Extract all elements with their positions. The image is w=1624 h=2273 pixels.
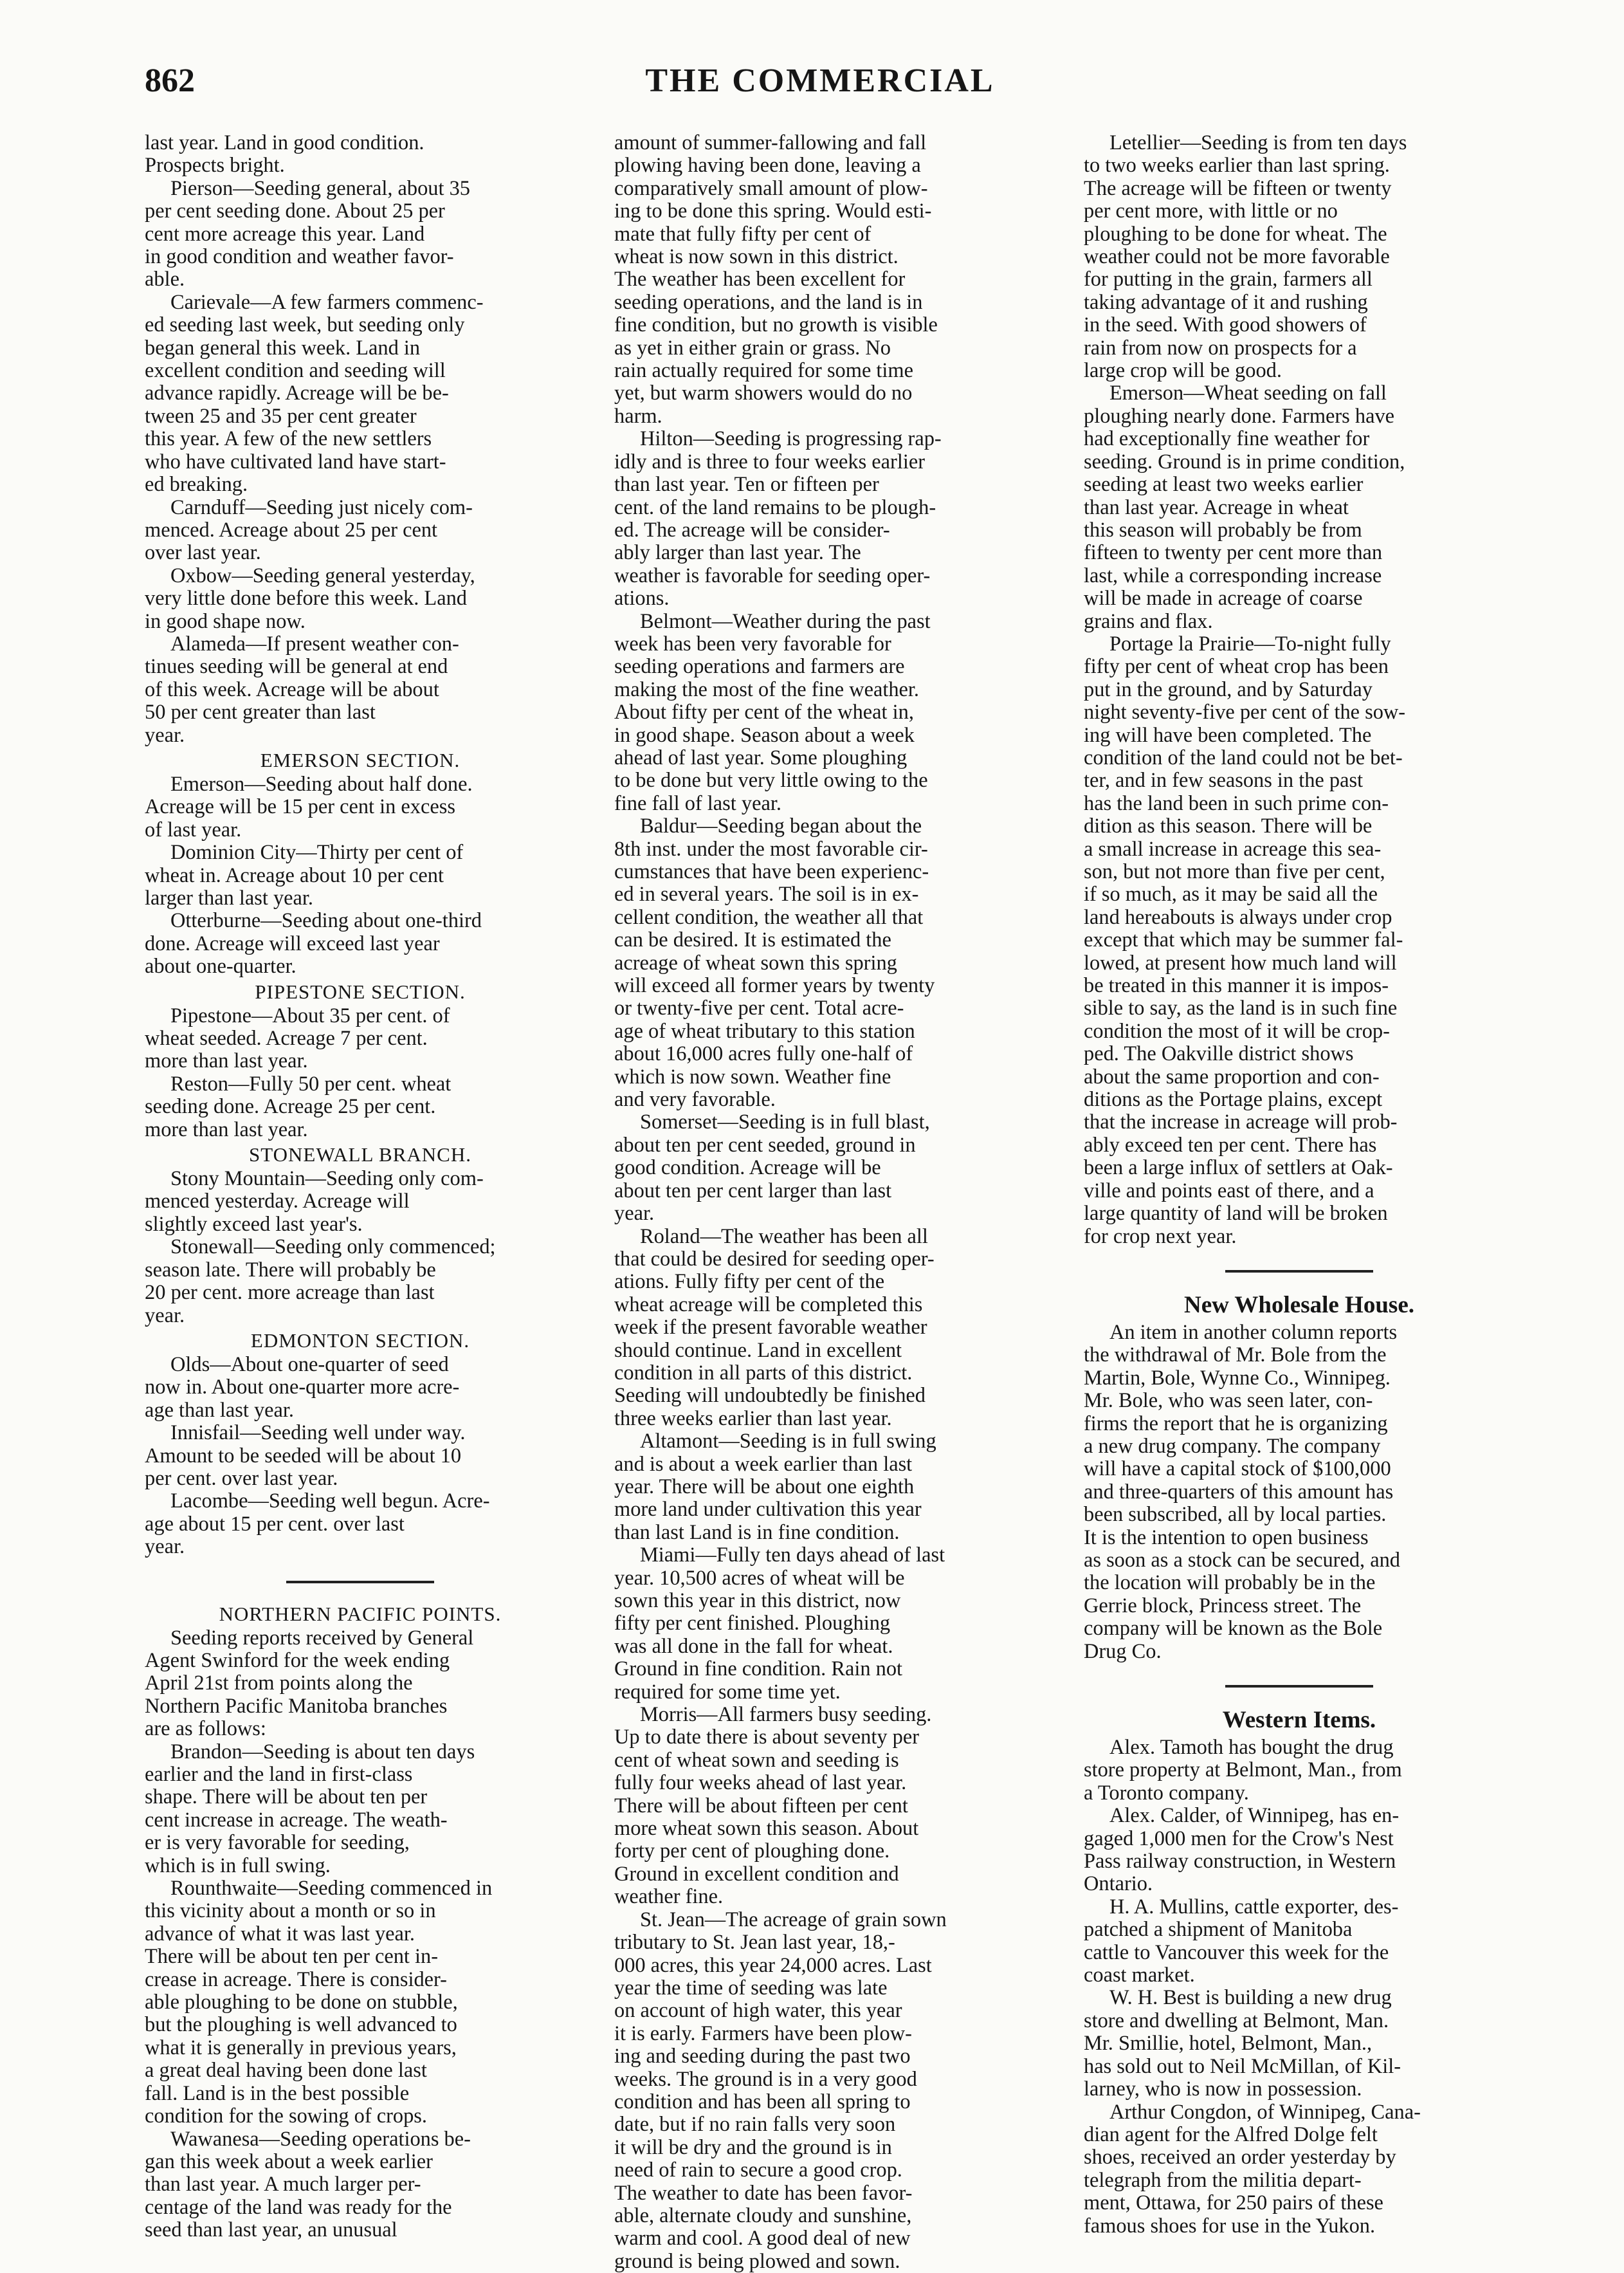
paragraph: An item in another column reports the withdrawal of Mr. Bole from the Martin, Bole, Wynne Co., Winnipeg. Mr. Bole, who was seen later, con- firms the report that he is organizing a new drug company. The company will have a capital stock of $100,000 and three-quarters of this amount has been subscribed, all by local parties. It is the intention to open business as soon as a stock can be secured, and the location will probably be in the Gerrie block, Princess street. The company will be known as the Bole Drug Co.	[1084, 1320, 1400, 1663]
paragraph: Portage la Prairie—To-night fully fifty per cent of wheat crop has been put in the ground, and by Saturday night seventy-five per cent of the sow- ing will have been completed. The condition of the land could not be bet- ter, and in few seasons in the past has the land been in such prime con- dition as this season. There will be a small increase in acreage this sea- son, but not more than five per cent, if so much, as it may be said all the land hereabouts is always under crop except that which may be summer fal- lowed, at present how much land will be treated in this manner it is impos- sible to say, as the land is in such fine condition the most of it will be crop- ped. The Oakville district shows about the same proportion and con- ditions as the Portage plains, except that the increase in acreage will prob- ably exceed ten per cent. There has been a large influx of settlers at Oak- ville and points east of there, and a large quantity of land will be broken for crop next year.	[1084, 632, 1406, 1248]
paragraph: Roland—The weather has been all that could be desired for seeding oper- ations. Fully fifty per cent of the wheat acreage will be completed this week if the present favorable weather should continue. Land in excellent condition in all parts of this district. Seeding will undoubtedly be finished three weeks earlier than last year.	[614, 1224, 935, 1430]
paragraph: St. Jean—The acreage of grain sown tributary to St. Jean last year, 18,- 000 acres, this year 24,000 acres. Last year the time of seeding was late on account of high water, this year it is early. Farmers have been plow- ing and seeding during the past two weeks. The ground is in a very good condition and has been all spring to date, but if no rain falls very soon it will be dry and the ground is in need of rain to secure a good crop. The weather to date has been favor- able, alternate cloudy and sunshine, warm and cool. A good deal of new ground is being plowed and sown.	[614, 1908, 947, 2273]
paragraph: Dominion City—Thirty per cent of wheat in. Acreage about 10 per cent larger than last year.	[145, 841, 464, 910]
column-3	[1084, 132, 1515, 2238]
paragraph: Wawanesa—Seeding operations be- gan this week about a week earlier than last year. A much larger per- centage of the land was ready for the seed than last year, an unusual	[145, 2127, 471, 2242]
paragraph: Baldur—Seeding began about the 8th inst. under the most favorable cir- cumstances that have been experienc- ed in several years. The soil is in ex- cellent condition, the weather all that can be desired. It is estimated the acreage of wheat sown this spring will exceed all former years by twenty or twenty-five per cent. Total acre- age of wheat tributary to this station about 16,000 acres fully one-half of which is now sown. Weather fine and very favorable.	[614, 814, 935, 1112]
paragraph: Olds—About one-quarter of seed now in. About one-quarter more acre- age than last year.	[145, 1352, 460, 1422]
column-1	[145, 132, 576, 2242]
journal-title: THE COMMERCIAL	[645, 62, 995, 99]
paragraph: Somerset—Seeding is in full blast, about ten per cent seeded, ground in good condition. Acreage will be about ten per cent larger than last year.	[614, 1110, 930, 1226]
paragraph: Emerson—Seeding about half done. Acreage will be 15 per cent in excess of last year.	[145, 772, 473, 842]
paragraph: Morris—All farmers busy seeding. Up to date there is about seventy per cent of wheat sown and seeding is fully four weeks ahead of last year. There will be about fifteen per cent more wheat sown this season. About forty per cent of ploughing done. Ground in excellent condition and weather fine.	[614, 1703, 932, 1909]
paragraph: W. H. Best is building a new drug store and dwelling at Belmont, Man. Mr. Smillie, hotel, Belmont, Man., has sold out to Neil McMillan, of Kil- larney, who is now in possession.	[1084, 1986, 1401, 2101]
column-2	[614, 132, 1045, 2273]
section-divider	[1225, 1270, 1373, 1273]
paragraph: Altamont—Seeding is in full swing and is about a week earlier than last year. There will be about one eighth more land under cultivation this year than last Land is in fine condition.	[614, 1430, 936, 1544]
paragraph: Stonewall—Seeding only commenced; season late. There will probably be 20 per cent. more acreage than last year.	[145, 1235, 496, 1327]
section-heading-pipestone: PIPESTONE SECTION.	[255, 980, 466, 1003]
headline-new-wholesale-house: New Wholesale House.	[1183, 1291, 1414, 1318]
paragraph: Innisfail—Seeding well under way. Amount to be seeded will be about 10 per cent. over last year.	[145, 1421, 466, 1490]
paragraph: Lacombe—Seeding well begun. Acre- age about 15 per cent. over last year.	[145, 1489, 490, 1559]
paragraph: Oxbow—Seeding general yesterday, very little done before this week. Land in good shape now.	[145, 564, 475, 633]
paragraph: Alameda—If present weather con- tinues seeding will be general at end of this week. Acreage will be about 50 per cent greater than last year.	[145, 632, 459, 747]
paragraph: Reston—Fully 50 per cent. wheat seeding done. Acreage 25 per cent. more than last year.	[145, 1072, 452, 1141]
page-number: 862	[145, 62, 195, 99]
paragraph: Alex. Calder, of Winnipeg, has en- gaged 1,000 men for the Crow's Nest Pass railway construction, in Western Ontario.	[1084, 1804, 1400, 1896]
paragraph: Carievale—A few farmers commenc- ed seeding last week, but seeding only began general this week. Land in excellent condition and seeding will advance rapidly. Acreage will be be- tween 25 and 35 per cent greater this year. A few of the new settlers who have cultivated land have start- ed breaking.	[145, 290, 484, 497]
paragraph: H. A. Mullins, cattle exporter, des- patched a shipment of Manitoba cattle to Vancouver this week for the coast market.	[1084, 1895, 1399, 1987]
paragraph: Rounthwaite—Seeding commenced in this vicinity about a month or so in advance of what it was last year. There will be about ten per cent in- crease in acreage. There is consider- able ploughing to be done on stubble, but the ploughing is well advanced to what it is generally in previous years, a great deal having been done last fall. Land is in the best possible condition for the sowing of crops.	[145, 1877, 493, 2128]
paragraph: Seeding reports received by General Agent Swinford for the week ending April 21st from points along the Northern Pacific Manitoba branches are as follows:	[145, 1626, 474, 1741]
section-divider	[1225, 1685, 1373, 1688]
paragraph: Pipestone—About 35 per cent. of wheat seeded. Acreage 7 per cent. more than last year.	[145, 1004, 450, 1073]
paragraph: Pierson—Seeding general, about 35 per cent seeding done. About 25 per cent more acreage this year. Land in good condition and weather favor- able.	[145, 176, 470, 291]
paragraph: Belmont—Weather during the past week has been very favorable for seeding operations and farmers are making the most of the fine weather. About fifty per cent of the wheat in, in good shape. Season about a week ahead of last year. Some ploughing to be done but very little owing to the fine fall of last year.	[614, 609, 931, 815]
page-header	[145, 62, 1495, 113]
paragraph: Hilton—Seeding is progressing rap- idly and is three to four weeks earlier than last year. Ten or fifteen per cent. of the land remains to be plough- ed. The acreage will be consider- ably larger than last year. The weather is favorable for seeding oper- ations.	[614, 427, 942, 611]
paragraph: Alex. Tamoth has bought the drug store property at Belmont, Man., from a Toronto company.	[1084, 1736, 1402, 1805]
section-heading-edmonton: EDMONTON SECTION.	[250, 1329, 470, 1352]
paragraph: Letellier—Seeding is from ten days to two weeks earlier than last spring. The acreage will be fifteen or twenty per cent more, with little or no ploughing to be done for wheat. The weather could not be more favorable for putting in the grain, farmers all taking advantage of it and rushing in the seed. With good showers of rain from now on prospects for a large crop will be good.	[1084, 131, 1407, 383]
section-heading-stonewall: STONEWALL BRANCH.	[249, 1143, 471, 1166]
paragraph: Otterburne—Seeding about one-third done. Acreage will exceed last year about one-quarter.	[145, 909, 482, 979]
section-divider	[286, 1581, 434, 1583]
paragraph: Stony Mountain—Seeding only com- menced yesterday. Acreage will slightly exceed last year's.	[145, 1167, 484, 1236]
section-heading-emerson: EMERSON SECTION.	[260, 748, 461, 771]
paragraph: Arthur Congdon, of Winnipeg, Cana- dian agent for the Alfred Dolge felt shoes, received an order yesterday by telegraph from the militia depart- ment, Ottawa, for 250 pairs of these famous shoes for use in the Yukon.	[1084, 2100, 1421, 2238]
paragraph: last year. Land in good condition. Prospects bright.	[145, 131, 424, 178]
paragraph: Emerson—Wheat seeding on fall ploughing nearly done. Farmers have had exceptionally fine weather for seeding. Ground is in prime condition, seeding at least two weeks earlier than last year. Acreage in wheat this season will probably be from fifteen to twenty per cent more than last, while a corresponding increase will be made in acreage of coarse grains and flax.	[1084, 382, 1405, 633]
paragraph: Miami—Fully ten days ahead of last year. 10,500 acres of wheat will be sown this year in this district, now fifty per cent finished. Ploughing was all done in the fall for wheat. Ground in fine condition. Rain not required for some time yet.	[614, 1543, 945, 1704]
paragraph: Carnduff—Seeding just nicely com- menced. Acreage about 25 per cent over last year.	[145, 495, 473, 565]
headline-western-items: Western Items.	[1222, 1707, 1376, 1733]
paragraph: Brandon—Seeding is about ten days earlier and the land in first-class shape. There will be about ten per cent increase in acreage. The weath- er is very favorable for seeding, which is in full swing.	[145, 1740, 475, 1877]
section-heading-northern-pacific: NORTHERN PACIFIC POINTS.	[219, 1602, 502, 1625]
paragraph: amount of summer-fallowing and fall plowing having been done, leaving a comparatively small amount of plow- ing to be done this spring. Would esti- mate that fully fifty per cent of wheat is now sown in this district. The weather has been excellent for seeding operations, and the land is in fine condition, but no growth is visible as yet in either grain or grass. No rain actually required for some time yet, but warm showers would do no harm.	[614, 131, 938, 428]
